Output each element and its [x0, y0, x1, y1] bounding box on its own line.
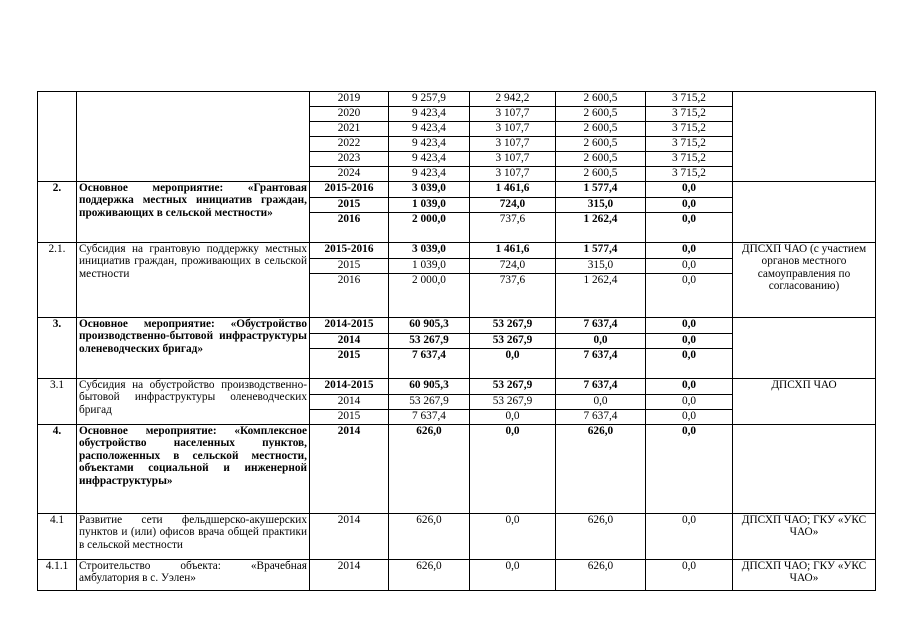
year-cell: 2015 [310, 410, 389, 425]
table-row [38, 425, 876, 514]
year-cell: 2022 [310, 137, 389, 152]
funding-col3-cell: 0,0 [646, 318, 733, 334]
activity-name-cell: Основное мероприятие: «Комплексное обустройство населенных пунктов, расположенных в сельской местности, объектами социальной и инженерной инфраструктуры» [77, 425, 310, 514]
row-number-cell: 2. [38, 182, 77, 243]
funding-col3-cell: 0,0 [646, 243, 733, 259]
row-number-cell: 4.1 [38, 514, 77, 560]
funding-col3-cell: 0,0 [646, 349, 733, 379]
table-row [38, 92, 876, 107]
total-cell: 1 039,0 [389, 259, 470, 274]
executor-cell: ДПСХП ЧАО; ГКУ «УКС ЧАО» [733, 560, 876, 591]
year-cell: 2014 [310, 395, 389, 410]
table-row [38, 514, 876, 560]
funding-col3-cell: 0,0 [646, 213, 733, 243]
total-cell: 9 423,4 [389, 137, 470, 152]
total-cell: 1 039,0 [389, 198, 470, 213]
activity-name-cell: Субсидия на грантовую поддержку местных инициатив граждан, проживающих в сельской местности [77, 243, 310, 318]
funding-col3-cell: 3 715,2 [646, 107, 733, 122]
funding-col2-cell: 2 600,5 [556, 152, 646, 167]
funding-col1-cell: 1 461,6 [470, 243, 556, 259]
executor-cell [733, 182, 876, 243]
year-cell: 2016 [310, 274, 389, 318]
year-cell: 2015-2016 [310, 243, 389, 259]
funding-col2-cell: 626,0 [556, 560, 646, 591]
table-row [38, 560, 876, 591]
funding-col2-cell: 7 637,4 [556, 410, 646, 425]
total-cell: 626,0 [389, 425, 470, 514]
total-cell: 7 637,4 [389, 349, 470, 379]
activity-name-cell: Основное мероприятие: «Обустройство производственно-бытовой инфраструктуры оленеводческих бригад» [77, 318, 310, 379]
total-cell: 2 000,0 [389, 213, 470, 243]
table-row [38, 379, 876, 395]
funding-col3-cell: 0,0 [646, 198, 733, 213]
total-cell: 9 423,4 [389, 152, 470, 167]
total-cell: 3 039,0 [389, 243, 470, 259]
year-cell: 2014 [310, 334, 389, 349]
funding-col1-cell: 0,0 [470, 425, 556, 514]
funding-col2-cell: 7 637,4 [556, 349, 646, 379]
total-cell: 9 423,4 [389, 167, 470, 182]
funding-col3-cell: 0,0 [646, 334, 733, 349]
total-cell: 9 423,4 [389, 107, 470, 122]
total-cell: 626,0 [389, 514, 470, 560]
funding-col3-cell: 3 715,2 [646, 152, 733, 167]
table-row [38, 318, 876, 334]
year-cell: 2019 [310, 92, 389, 107]
funding-col3-cell: 3 715,2 [646, 167, 733, 182]
funding-col2-cell: 2 600,5 [556, 107, 646, 122]
table-row [38, 182, 876, 198]
funding-col1-cell: 3 107,7 [470, 122, 556, 137]
funding-col2-cell: 626,0 [556, 425, 646, 514]
total-cell: 9 257,9 [389, 92, 470, 107]
row-number-cell: 4.1.1 [38, 560, 77, 591]
funding-col1-cell: 0,0 [470, 560, 556, 591]
year-cell: 2014 [310, 425, 389, 514]
activity-name-cell: Развитие сети фельдшерско-акушерских пунктов и (или) офисов врача общей практики в сельской местности [77, 514, 310, 560]
funding-col1-cell: 724,0 [470, 198, 556, 213]
funding-col1-cell: 53 267,9 [470, 395, 556, 410]
funding-col1-cell: 1 461,6 [470, 182, 556, 198]
funding-col2-cell: 2 600,5 [556, 137, 646, 152]
funding-col1-cell: 53 267,9 [470, 334, 556, 349]
funding-col2-cell: 2 600,5 [556, 167, 646, 182]
activity-name-cell: Строительство объекта: «Врачебная амбулатория в с. Уэлен» [77, 560, 310, 591]
funding-col1-cell: 3 107,7 [470, 167, 556, 182]
total-cell: 53 267,9 [389, 395, 470, 410]
year-cell: 2014-2015 [310, 379, 389, 395]
executor-cell [733, 425, 876, 514]
executor-cell [733, 92, 876, 182]
activity-name-cell: Субсидия на обустройство производственно-бытовой инфраструктуры оленеводческих бригад [77, 379, 310, 425]
year-cell: 2016 [310, 213, 389, 243]
funding-col3-cell: 3 715,2 [646, 92, 733, 107]
funding-col3-cell: 3 715,2 [646, 137, 733, 152]
year-cell: 2024 [310, 167, 389, 182]
funding-col1-cell: 0,0 [470, 349, 556, 379]
funding-col2-cell: 315,0 [556, 198, 646, 213]
funding-col3-cell: 0,0 [646, 182, 733, 198]
total-cell: 60 905,3 [389, 379, 470, 395]
funding-col3-cell: 0,0 [646, 425, 733, 514]
funding-col1-cell: 53 267,9 [470, 318, 556, 334]
funding-col1-cell: 0,0 [470, 410, 556, 425]
funding-col1-cell: 737,6 [470, 274, 556, 318]
executor-cell: ДПСХП ЧАО; ГКУ «УКС ЧАО» [733, 514, 876, 560]
executor-cell [733, 318, 876, 379]
funding-col2-cell: 7 637,4 [556, 379, 646, 395]
year-cell: 2014-2015 [310, 318, 389, 334]
funding-col1-cell: 2 942,2 [470, 92, 556, 107]
total-cell: 60 905,3 [389, 318, 470, 334]
funding-col1-cell: 3 107,7 [470, 137, 556, 152]
funding-col1-cell: 737,6 [470, 213, 556, 243]
row-number-cell: 3. [38, 318, 77, 379]
funding-col3-cell: 0,0 [646, 514, 733, 560]
funding-col3-cell: 0,0 [646, 560, 733, 591]
executor-cell: ДПСХП ЧАО [733, 379, 876, 425]
funding-col2-cell: 7 637,4 [556, 318, 646, 334]
year-cell: 2015 [310, 198, 389, 213]
funding-col3-cell: 0,0 [646, 274, 733, 318]
funding-col1-cell: 3 107,7 [470, 107, 556, 122]
total-cell: 53 267,9 [389, 334, 470, 349]
total-cell: 626,0 [389, 560, 470, 591]
table-row [38, 243, 876, 259]
funding-col2-cell: 1 577,4 [556, 182, 646, 198]
row-number-cell [38, 92, 77, 182]
row-number-cell: 4. [38, 425, 77, 514]
year-cell: 2020 [310, 107, 389, 122]
row-number-cell: 2.1. [38, 243, 77, 318]
funding-col2-cell: 2 600,5 [556, 92, 646, 107]
funding-col3-cell: 0,0 [646, 395, 733, 410]
activity-name-cell: Основное мероприятие: «Грантовая поддержка местных инициатив граждан, проживающих в сельской местности» [77, 182, 310, 243]
total-cell: 2 000,0 [389, 274, 470, 318]
funding-col2-cell: 0,0 [556, 395, 646, 410]
funding-col3-cell: 0,0 [646, 379, 733, 395]
year-cell: 2015 [310, 259, 389, 274]
funding-col3-cell: 0,0 [646, 410, 733, 425]
funding-col2-cell: 315,0 [556, 259, 646, 274]
year-cell: 2015 [310, 349, 389, 379]
year-cell: 2014 [310, 514, 389, 560]
total-cell: 7 637,4 [389, 410, 470, 425]
row-number-cell: 3.1 [38, 379, 77, 425]
funding-col2-cell: 1 262,4 [556, 213, 646, 243]
funding-col2-cell: 1 577,4 [556, 243, 646, 259]
funding-col1-cell: 53 267,9 [470, 379, 556, 395]
executor-cell: ДПСХП ЧАО (с участием органов местного самоуправления по согласованию) [733, 243, 876, 318]
total-cell: 9 423,4 [389, 122, 470, 137]
funding-col1-cell: 724,0 [470, 259, 556, 274]
funding-col2-cell: 2 600,5 [556, 122, 646, 137]
total-cell: 3 039,0 [389, 182, 470, 198]
funding-col1-cell: 3 107,7 [470, 152, 556, 167]
funding-col2-cell: 1 262,4 [556, 274, 646, 318]
funding-col3-cell: 0,0 [646, 259, 733, 274]
funding-col2-cell: 0,0 [556, 334, 646, 349]
activity-name-cell [77, 92, 310, 182]
year-cell: 2015-2016 [310, 182, 389, 198]
program-funding-table [37, 91, 876, 591]
year-cell: 2023 [310, 152, 389, 167]
year-cell: 2021 [310, 122, 389, 137]
year-cell: 2014 [310, 560, 389, 591]
funding-col2-cell: 626,0 [556, 514, 646, 560]
funding-col1-cell: 0,0 [470, 514, 556, 560]
funding-col3-cell: 3 715,2 [646, 122, 733, 137]
